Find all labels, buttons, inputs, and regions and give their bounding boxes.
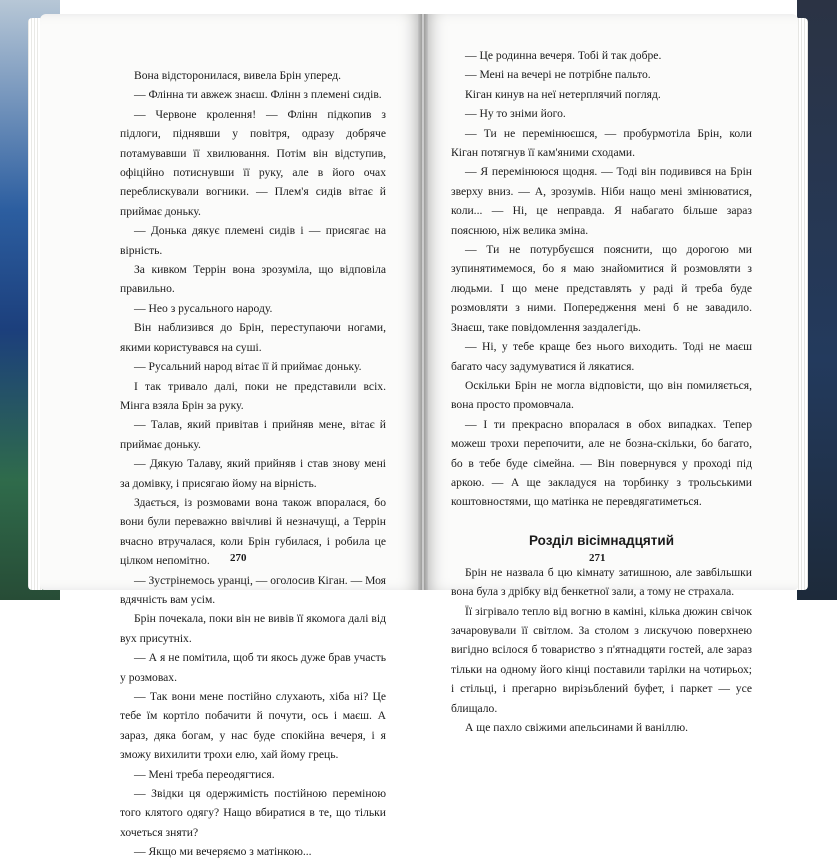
paragraph: А ще пахло свіжими апельсинами й ваніллю.	[465, 721, 689, 734]
paragraph: — Мені треба переодягтися.	[134, 767, 275, 781]
paragraph: — І ти прекрасно впоралася в обох випадках. Тепер можеш трохи перепочити, але не бозна-скільки, бо багато, бо в тебе буде сімейна. — Він повернувся у проході під аркою. — А ще закладуся на торбинку з трольськими коштовностями, що матінка не перевдягатиметься.	[451, 417, 752, 509]
right-page-text-after-chapter	[451, 563, 752, 738]
paragraph: — Донька дякує племені сидів і — присягає на вірність.	[120, 224, 386, 257]
left-page-text	[120, 66, 386, 862]
paragraph: — Зустрінемось уранці, — оголосив Кіган. — Моя вдячність вам усім.	[120, 573, 387, 606]
paragraph: — Ти не перемінюєшся, — пробурмотіла Брін, коли Кіган потягнув її кам'яними сходами.	[451, 126, 752, 160]
paragraph: — Це родинна вечеря. Тобі й так добре.	[465, 49, 662, 62]
paragraph: — Звідки ця одержимість постійною переміною того клятого одягу? Нащо вбиратися в те, що тільки хочеться зняти?	[120, 787, 386, 839]
paragraph: — Я перемінююся щодня. — Тоді він подивився на Брін зверху вниз. — А, зрозумів. Ніби нащо мені змінюватися, коли... — Ні, це неправда. Я набагато більше зараз пояснюю, ніж велика зміна.	[451, 165, 752, 237]
chapter-title: Розділ вісімнадцятий	[528, 532, 674, 548]
paragraph: — А я не помітила, щоб ти якось дуже брав участь у розмовах.	[120, 651, 386, 684]
paragraph: — Флінна ти авжеж знаєш. Флінн з племені сидів.	[134, 88, 382, 102]
paragraph: Оскільки Брін не могла відповісти, що він помиляється, вона просто промовчала.	[451, 378, 752, 412]
paragraph: — Ні, у тебе краще без нього виходить. Тоді не маєш багато часу задумуватися й лякатися.	[451, 340, 752, 373]
paragraph: За кивком Террін вона зрозуміла, що відповіла правильно.	[120, 263, 386, 296]
paragraph: — Якщо ми вечеряємо з матінкою...	[134, 845, 312, 859]
right-page-text-before-chapter	[451, 46, 752, 512]
right-page-text	[451, 46, 752, 737]
paragraph: — Талав, який привітав і прийняв мене, вітає й приймає доньку.	[120, 418, 386, 451]
paragraph: — Дякую Талаву, який прийняв і став знову мені за домівку, і присягаю йому на вірність.	[120, 457, 386, 490]
paragraph: — Так вони мене постійно слухають, хіба ні? Це тебе їм кортіло побачити й почути, ось і маєш. А зараз, дяка богам, у нас буде спокійна вечеря, і я зможу вихилити трохи елю, хай йому грець.	[120, 690, 386, 762]
paragraph: — Мені на вечері не потрібне пальто.	[465, 68, 651, 82]
paragraph: Брін почекала, поки він не вивів її якомога далі від вух присутніх.	[120, 612, 386, 645]
paragraph: — Червоне кролення! — Флінн підкопив з підлоги, піднявши у повітря, одразу добряче потамувавши її хвилювання. Потім він відступив, офіційно потиснувши її руку, але в його очах переблискували вогники. — Плем'я сидів вітає й приймає доньку.	[120, 107, 386, 218]
paragraph: І так тривало далі, поки не представили всіх. Мінга взяла Брін за руку.	[120, 379, 386, 412]
paragraph: — Нео з русального народу.	[134, 301, 273, 315]
page-number-left: 270	[230, 552, 247, 564]
paragraph: — Русальний народ вітає її й приймає доньку.	[134, 360, 362, 374]
paragraph: Він наблизився до Брін, переступаючи ногами, якими користувався на суші.	[120, 321, 386, 354]
paragraph: — Ти не потурбуєшся пояснити, що дорогою ми зупинятимемося, бо я маю знайомитися й розмовляти з людьми. І що мене представлять у раді й треба буде розмовляти з ними. Попередження мені б не завадило. Знаєш, таке повідомлення заздалегідь.	[451, 243, 752, 334]
page-number-right: 271	[589, 552, 606, 564]
paragraph: Здається, із розмовами вона також впоралася, бо вони були переважно ввічливі й незначущі, а Террін вчасно втручалася, коли Брін губилася, і робила це цілком непомітно.	[120, 495, 386, 568]
paragraph: Кіган кинув на неї нетерплячий погляд.	[465, 87, 661, 101]
paragraph: Брін не назвала б цю кімнату затишною, але завбільшки вона була з дрібку від бенкетної зали, а тому не страхала.	[451, 565, 752, 599]
paragraph: — Ну то зніми його.	[465, 107, 566, 121]
book-gutter	[418, 14, 428, 590]
paragraph: Вона відсторонилася, вивела Брін уперед.	[134, 69, 342, 82]
paragraph: Її зігрівало тепло від вогню в каміні, кілька дюжин свічок зачаровували її світлом. За столом з лискучою поверхнею вигідно всілося б товариство з п'ятнадцяти гостей, але зараз тільки на одному його кінці поставили тарілки на чотирьох; і стільці, і прегарно вирізьблений буфет, і паркет — усе блищало.	[451, 604, 752, 715]
